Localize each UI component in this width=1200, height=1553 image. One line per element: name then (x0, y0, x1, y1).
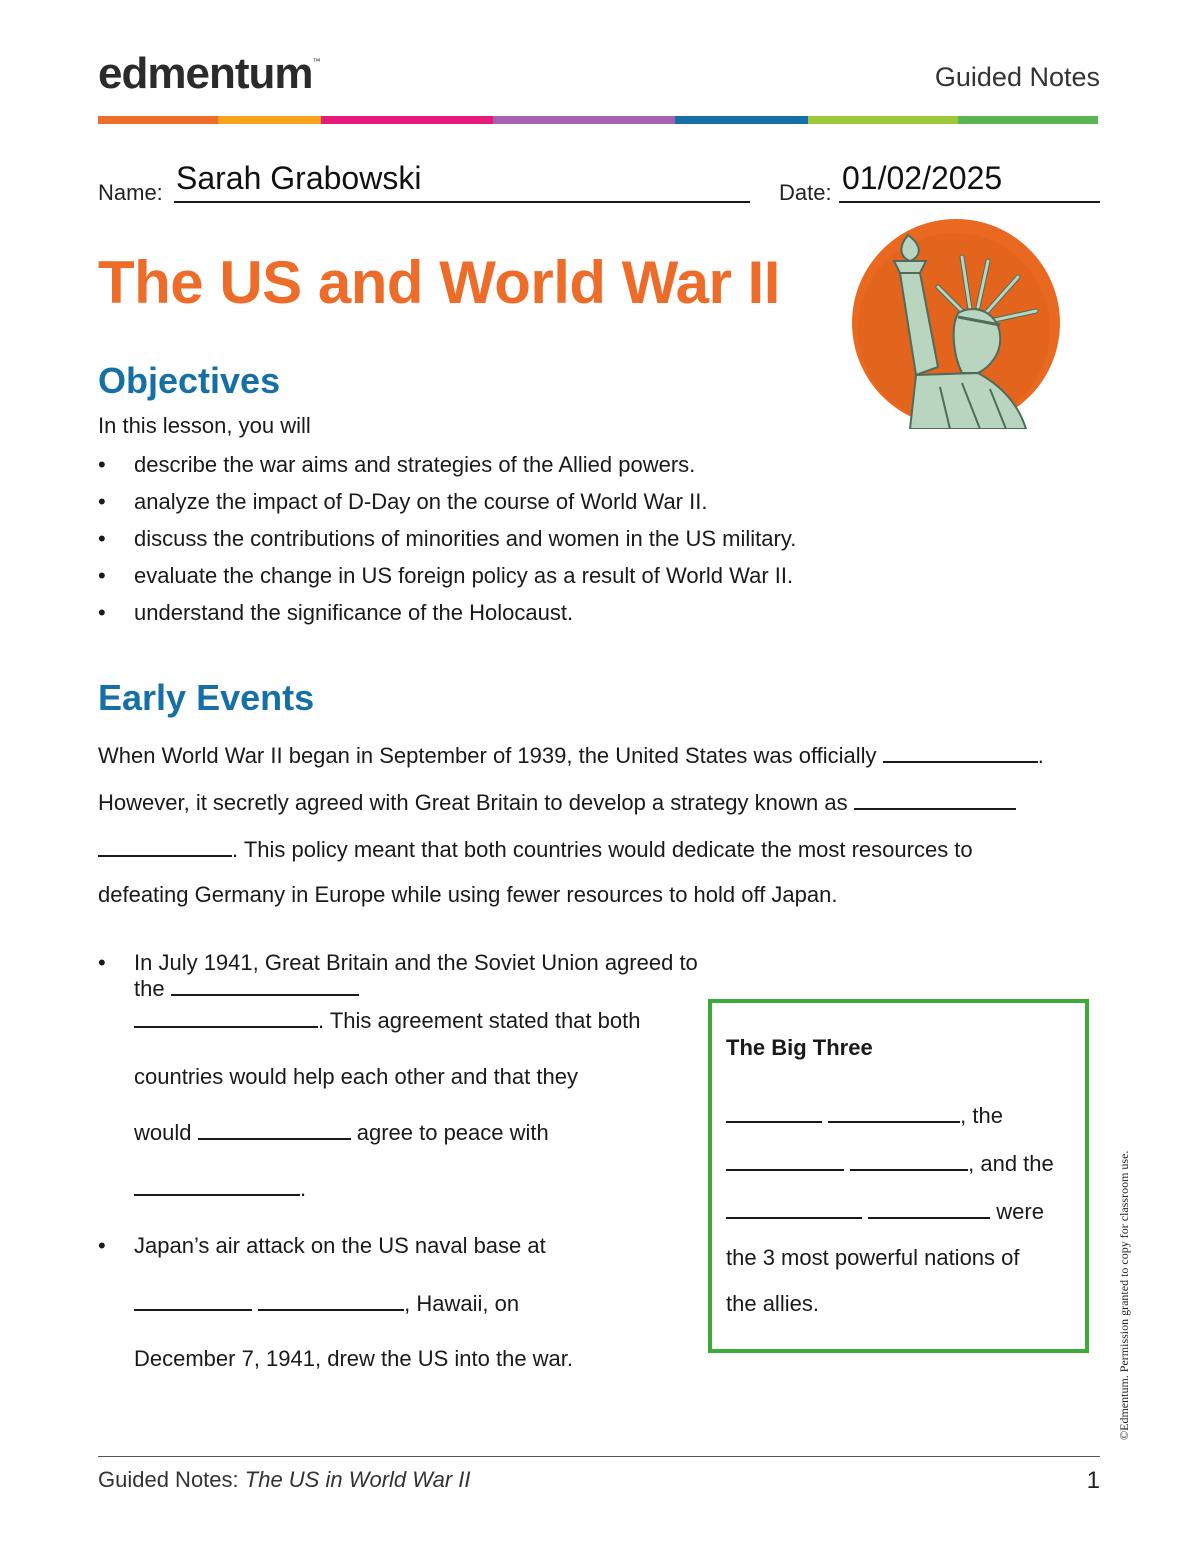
blank-neutral[interactable] (883, 760, 1038, 763)
blank-germany[interactable] (134, 1193, 300, 1196)
objective-item: • analyze the impact of D-Day on the course of World War II. (98, 487, 1078, 524)
big-three-line-3 (726, 1199, 1044, 1225)
para-line-4 (98, 873, 1108, 917)
objective-item: • evaluate the change in US foreign policy as a result of World War II. (98, 561, 1078, 598)
objectives-intro: In this lesson, you will (98, 413, 311, 438)
blank-country-3a[interactable] (726, 1216, 862, 1219)
date-field[interactable]: 01/02/2025 (842, 160, 1003, 196)
edmentum-logo (98, 49, 320, 98)
early-events-paragraph (98, 732, 1108, 917)
name-line (174, 201, 750, 203)
bullet-text: Japan’s air attack on the US naval base at (134, 1233, 546, 1258)
copyright-note: ©Edmentum. Permission granted to copy for classroom use. (1117, 1150, 1131, 1440)
para-text: defeating Germany in Europe while using fewer resources to hold off Japan. (98, 882, 838, 907)
objective-item: • discuss the contributions of minorities and women in the US military. (98, 524, 1078, 561)
rule-seg-7 (958, 116, 1098, 124)
blank-not[interactable] (198, 1137, 351, 1140)
event-bullet-1 (98, 950, 698, 1002)
blank-country-1a[interactable] (726, 1120, 822, 1123)
big-three-line-1 (726, 1103, 1003, 1129)
date-label: Date: (779, 180, 832, 205)
box-text: , the (960, 1103, 1003, 1128)
bullet-text: agree to peace with (356, 1120, 549, 1145)
objective-item: • describe the war aims and strategies of the Allied powers. (98, 450, 1078, 487)
date-line (839, 201, 1100, 203)
footer-divider (98, 1456, 1100, 1457)
color-rule (98, 116, 1098, 124)
footer-text (98, 1467, 471, 1493)
name-field[interactable]: Sarah Grabowski (176, 160, 422, 196)
box-text: , and the (968, 1151, 1054, 1176)
bullet-text: In July 1941, Great Britain and the Soviet Union agreed to the (134, 950, 698, 1001)
page-title: The US and World War II (98, 249, 780, 316)
logo-text: edmentum (98, 49, 313, 98)
page-number: 1 (1086, 1467, 1100, 1494)
para-text: However, it secretly agreed with Great Britain to develop a strategy known as (98, 790, 848, 815)
statue-of-liberty-icon (850, 217, 1062, 429)
bullet2-line-3: December 7, 1941, drew the US into the war. (134, 1346, 574, 1371)
bullet2-line-2 (134, 1291, 519, 1317)
name-label: Name: (98, 180, 163, 205)
blank-agreement[interactable] (171, 993, 359, 996)
doc-type-label: Guided Notes (934, 62, 1100, 92)
blank-country-2a[interactable] (726, 1168, 844, 1171)
para-text: . (1037, 743, 1044, 768)
logo-tm: ™ (312, 57, 320, 66)
bullet-text: would (134, 1120, 192, 1145)
bullet-text: . (300, 1176, 307, 1201)
para-line-1 (98, 732, 1108, 779)
big-three-title: The Big Three (726, 1035, 873, 1060)
big-three-line-2 (726, 1151, 1054, 1177)
footer-title: The US in World War II (244, 1467, 471, 1492)
para-text: . This policy meant that both countries would dedicate the most resources to (232, 837, 973, 862)
early-events-heading: Early Events (98, 677, 315, 718)
rule-seg-5 (675, 116, 808, 124)
footer-label: Guided Notes: (98, 1467, 239, 1492)
para-line-3 (98, 826, 1108, 873)
bullet-text: . This agreement stated that both (318, 1008, 641, 1033)
para-line-2 (98, 779, 1108, 826)
blank-agreement-2[interactable] (134, 1025, 318, 1028)
bullet-text: , Hawaii, on (404, 1291, 520, 1316)
blank-harbor[interactable] (258, 1308, 404, 1311)
rule-seg-1 (98, 116, 218, 124)
rule-seg-6 (808, 116, 958, 124)
blank-strategy[interactable] (854, 807, 1016, 810)
blank-country-2b[interactable] (850, 1168, 968, 1171)
bullet1-line-3: countries would help each other and that they (134, 1064, 578, 1089)
big-three-line-5: the allies. (726, 1291, 819, 1316)
blank-country-1b[interactable] (828, 1120, 960, 1123)
rule-seg-3 (321, 116, 493, 124)
event-bullet-2 (98, 1233, 698, 1259)
box-text: were (996, 1199, 1044, 1224)
objectives-list (98, 450, 1078, 635)
objectives-heading: Objectives (98, 360, 281, 401)
bullet1-line-4 (134, 1120, 549, 1146)
rule-seg-2 (218, 116, 321, 124)
para-text: When World War II began in September of 1939, the United States was officially (98, 743, 877, 768)
blank-pearl[interactable] (134, 1308, 252, 1311)
objective-item: • understand the significance of the Holocaust. (98, 598, 1078, 635)
rule-seg-4 (493, 116, 675, 124)
blank-country-3b[interactable] (868, 1216, 990, 1219)
blank-strategy-2[interactable] (98, 854, 232, 857)
big-three-line-4: the 3 most powerful nations of (726, 1245, 1020, 1270)
bullet1-line-2 (134, 1008, 640, 1034)
bullet1-line-5 (134, 1176, 306, 1202)
big-three-box (708, 999, 1089, 1353)
